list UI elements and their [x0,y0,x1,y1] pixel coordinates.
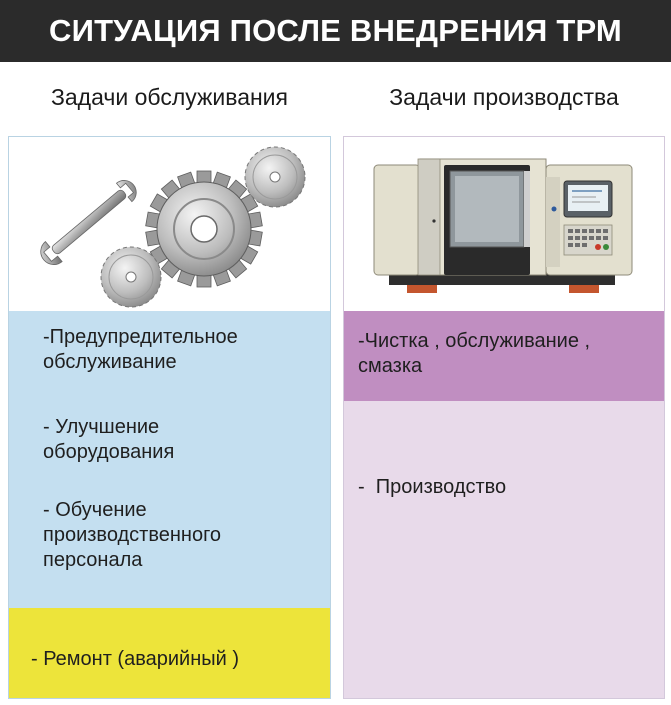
production-image-cell [344,137,664,311]
maintenance-heading: Задачи обслуживания [51,84,288,110]
maintenance-image-cell [9,137,330,311]
maintenance-item-2: - Улучшение оборудования [43,416,175,463]
large-gear-icon [146,171,263,287]
maintenance-column [8,136,331,699]
page-title: СИТУАЦИЯ ПОСЛЕ ВНЕДРЕНИЯ ТРМ [0,0,671,62]
cleaning-cell: -Чистка , обслуживание , смазка [344,311,664,401]
production-heading: Задачи производства [389,84,619,110]
maintenance-item-1: -Предупредительное обслуживание [43,326,238,373]
small-gear-top-icon [245,147,305,207]
production-cell [344,401,664,698]
small-gear-bottom-icon [101,247,161,307]
production-column [343,136,665,699]
preventive-maintenance-cell [9,311,330,608]
cnc-machine-icon [344,137,664,311]
repair-cell [9,608,330,698]
production-item: - Производство [358,476,507,498]
maintenance-item-3: - Обучение производственного персонала [43,499,222,571]
gears-and-wrench-icon [9,137,330,311]
repair-item: - Ремонт (аварийный ) [31,648,240,670]
